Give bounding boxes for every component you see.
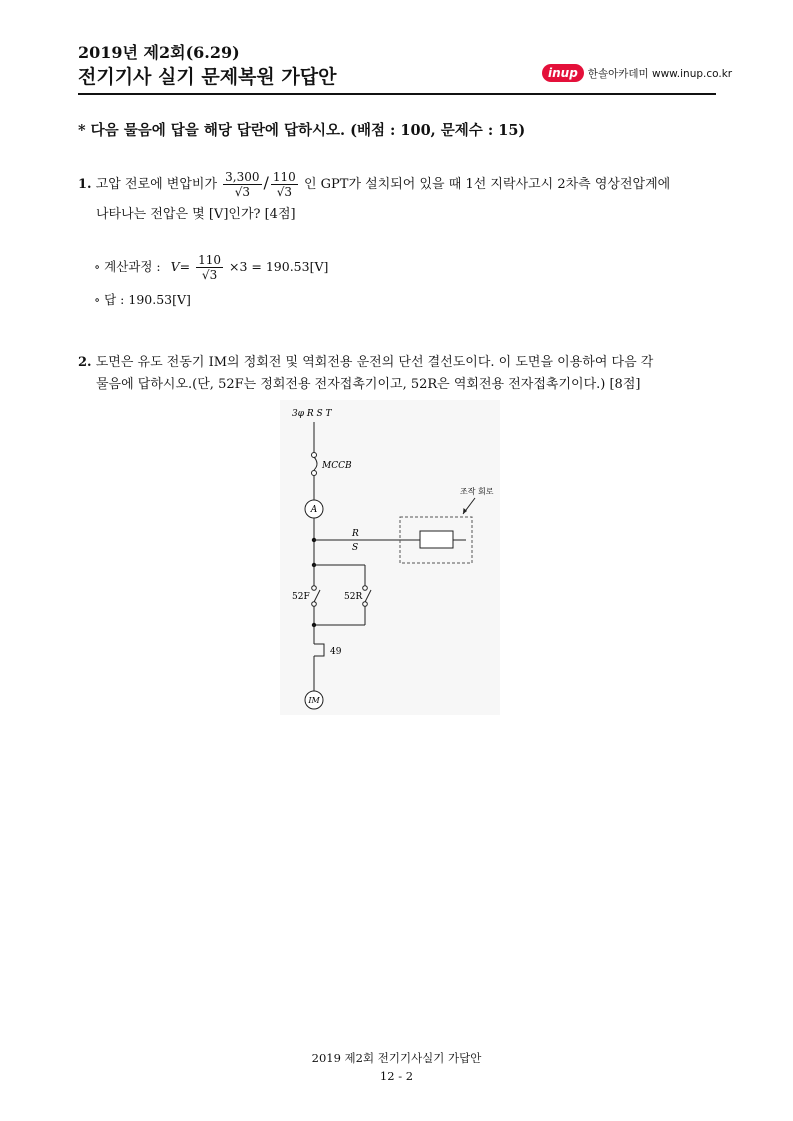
page-title: 전기기사 실기 문제복원 가답안 [78, 66, 337, 88]
q1-slash: / [263, 173, 269, 192]
q1-calc-v: V= [170, 259, 191, 274]
instruction: * 다음 물음에 답을 해당 답란에 답하시오. (배점 : 100, 문제수 : 15) [78, 122, 526, 139]
label-52f: 52F [292, 592, 310, 602]
exam-year-round: 2019년 제2회(6.29) [78, 43, 240, 62]
control-element [420, 531, 453, 548]
control-circuit-label: 조작 회로 [460, 487, 494, 496]
q1-text-c: 나타나는 전압은 몇 [V]인가? [4점] [96, 207, 296, 222]
q1-frac2-denominator: √3 [276, 185, 292, 199]
q1-calc-numerator: 110 [198, 253, 222, 267]
bullet-icon: ∘ [94, 292, 101, 307]
question-1 [78, 170, 728, 199]
r-label: R [352, 529, 359, 539]
footer-title: 2019 제2회 전기기사실기 가답안 [311, 1051, 482, 1065]
q1-text-b: 인 GPT가 설치되어 있을 때 1선 지락사고시 2차측 영상전압계에 [303, 177, 671, 192]
contact-52r-bottom [363, 602, 368, 607]
header-divider [78, 93, 716, 95]
q2-line-2: 물음에 답하시오.(단, 52F는 정회전용 전자접촉기이고, 52R은 역회전용 전자접촉기이다.) [8점] [96, 377, 641, 392]
q1-answer [94, 290, 191, 308]
q2-number: 2. [78, 355, 92, 370]
mccb-terminal-top [312, 453, 317, 458]
q1-calc-label: 계산과정 : [104, 259, 161, 274]
q1-frac1-numerator: 3,300 [225, 170, 260, 184]
q2-line-1: 도면은 유도 전동기 IM의 정회전 및 역회전용 운전의 단선 결선도이다. 이 도면을 이용하여 다음 각 [95, 355, 654, 370]
ammeter-label: A [310, 505, 318, 515]
q1-frac1-denominator: √3 [234, 185, 250, 199]
label-52r: 52R [344, 592, 363, 602]
q1-fraction-1 [223, 170, 261, 199]
logo-badge: inup [542, 64, 584, 82]
q1-answer-label: 답 : [104, 292, 125, 307]
s-label: S [352, 543, 359, 553]
q1-fraction-2 [271, 170, 298, 199]
q1-text-a: 고압 전로에 변압비가 [95, 177, 218, 192]
q1-calc-fraction [196, 253, 223, 282]
diagram-background [280, 400, 500, 715]
contact-52f-bottom [312, 602, 317, 607]
question-2 [78, 352, 728, 374]
motor-label: IM [308, 696, 320, 705]
publisher-logo [542, 64, 732, 82]
q1-number: 1. [78, 177, 92, 192]
footer-page-number: 12 - 2 [379, 1069, 414, 1083]
q1-calc-denominator: √3 [201, 268, 218, 282]
q1-frac2-numerator: 110 [272, 170, 296, 184]
contact-52f-top [312, 586, 317, 591]
single-line-diagram [280, 400, 500, 715]
logo-text: 한솔아카데미 www.inup.co.kr [587, 67, 733, 80]
q1-calc-rest: ×3 = 190.53[V] [229, 259, 329, 274]
contact-52r-top [363, 586, 368, 591]
relay-label: 49 [330, 647, 342, 657]
mccb-label: MCCB [322, 461, 352, 471]
bullet-icon: ∘ [94, 259, 101, 274]
q1-calculation [94, 253, 328, 282]
mccb-terminal-bottom [312, 471, 317, 476]
supply-label: 3φ R S T [292, 409, 332, 419]
q1-answer-value: 190.53[V] [128, 292, 191, 307]
